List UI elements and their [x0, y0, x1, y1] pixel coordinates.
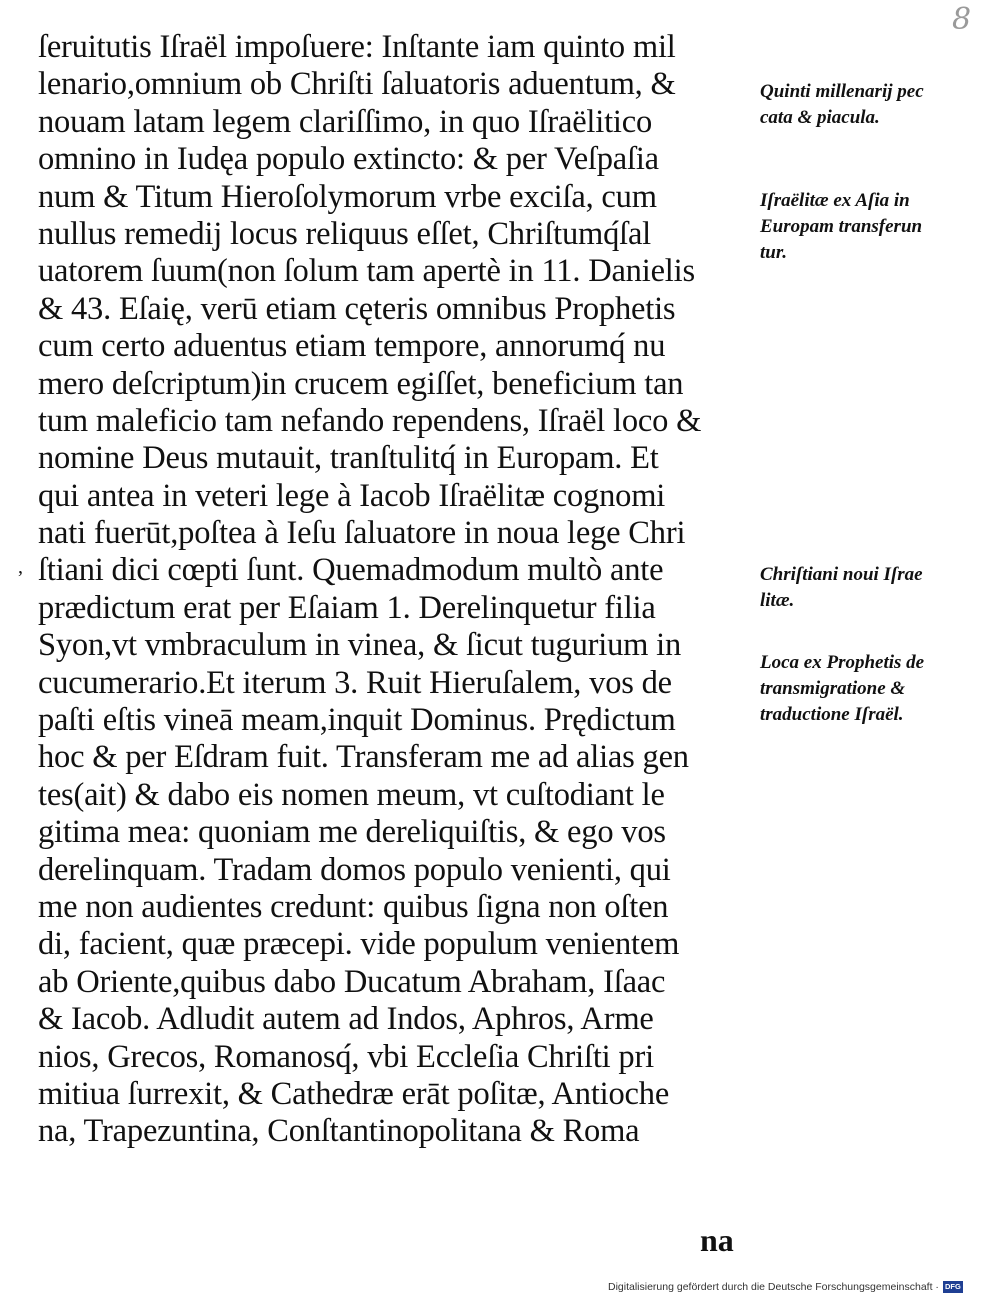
- main-text-block: [38, 29, 758, 1151]
- margin-note-line: Iſraëlitæ ex Aſia in: [760, 190, 910, 211]
- margin-note-line: cata & piacula.: [760, 107, 880, 128]
- text-line: tum maleficio tam nefando rependens, Iſraël loco &: [38, 402, 702, 439]
- text-line: di, facient, quæ præcepi. vide populum venientem: [38, 926, 680, 963]
- stray-mark: ,: [18, 556, 23, 578]
- text-line: num & Titum Hieroſolymorum vrbe exciſa, cum: [38, 178, 657, 215]
- text-line: & Iacob. Adludit autem ad Indos, Aphros, Arme: [38, 1001, 654, 1038]
- text-line: tes(ait) & dabo eis nomen meum, vt cuſtodiant le: [38, 776, 665, 813]
- margin-note-line: litæ.: [760, 590, 795, 611]
- text-line: mero deſcriptum)in crucem egiſſet, beneficium tan: [38, 365, 684, 402]
- text-line: prædictum erat per Eſaiam 1. Derelinquetur filia: [38, 589, 656, 626]
- text-line: cum certo aduentus etiam tempore, annorumq́ nu: [38, 328, 666, 365]
- catchword: na: [700, 1222, 734, 1258]
- margin-note: [760, 188, 922, 266]
- text-line: nati fuerūt,poſtea à Ieſu ſaluatore in noua lege Chri: [38, 515, 686, 552]
- text-line: na, Trapezuntina, Conſtantinopolitana & Roma: [38, 1113, 640, 1150]
- text-line: omnino in Iudęa populo extincto: & per Veſpaſia: [38, 141, 659, 178]
- margin-note-line: traductione Iſraël.: [760, 704, 904, 725]
- text-line: uatorem ſuum(non ſolum tam apertè in 11. Danielis: [38, 253, 695, 290]
- margin-note-line: Chriſtiani noui Iſrae: [760, 564, 923, 585]
- margin-note-line: Europam transferun: [760, 216, 923, 237]
- text-line: nomine Deus mutauit, tranſtulitq́ in Europam. Et: [38, 440, 659, 477]
- text-line: ſtiani dici cœpti ſunt. Quemadmodum multò ante: [38, 552, 664, 589]
- text-line: ab Oriente,quibus dabo Ducatum Abraham, Iſaac: [38, 963, 666, 1000]
- text-line: derelinquam. Tradam domos populo venienti, qui: [38, 851, 671, 888]
- dfg-logo-icon: DFG: [943, 1281, 963, 1293]
- margin-note-line: transmigratione &: [760, 678, 906, 699]
- text-line: nullus remedij locus reliquus eſſet, Chriſtumq́ſal: [38, 215, 652, 252]
- text-line: nouam latam legem clariſſimo, in quo Iſraëlitico: [38, 103, 653, 140]
- margin-note-line: Loca ex Prophetis de: [760, 652, 925, 673]
- margin-note: [760, 79, 924, 131]
- text-line: mitiua ſurrexit, & Cathedræ erāt poſitæ, Antioche: [38, 1075, 670, 1112]
- text-line: hoc & per Eſdram fuit. Transferam me ad alias gen: [38, 739, 689, 776]
- footer-text: Digitalisierung gefördert durch die Deutsche Forschungsgemeinschaft ·: [608, 1281, 939, 1293]
- text-line: Syon,vt vmbraculum in vinea, & ſicut tugurium in: [38, 627, 682, 664]
- margin-note-line: tur.: [760, 242, 787, 263]
- text-line: me non audientes credunt: quibus ſigna non oſten: [38, 888, 669, 925]
- text-line: lenario,omnium ob Chriſti ſaluatoris aduentum, &: [38, 66, 676, 103]
- margin-note-line: Quinti millenarij pec: [760, 81, 924, 102]
- text-line: ſeruitutis Iſraël impoſuere: Inſtante iam quinto mil: [38, 29, 676, 65]
- text-line: cucumerario.Et iterum 3. Ruit Hieruſalem, vos de: [38, 664, 672, 701]
- text-line: & 43. Eſaię, verū etiam cęteris omnibus Prophetis: [38, 290, 676, 327]
- text-line: paſti eſtis vineā meam,inquit Dominus. Prędictum: [38, 702, 676, 739]
- page-number: 8: [952, 2, 972, 37]
- text-line: nios, Grecos, Romanosq́, vbi Eccleſia Chriſti pri: [38, 1038, 654, 1075]
- margin-note: [760, 562, 923, 614]
- footer-credit: [608, 1278, 994, 1296]
- margin-note: [760, 650, 924, 728]
- text-line: gitima mea: quoniam me dereliquiſtis, & ego vos: [38, 814, 666, 851]
- text-line: qui antea in veteri lege à Iacob Iſraëlitæ cognomi: [38, 477, 666, 514]
